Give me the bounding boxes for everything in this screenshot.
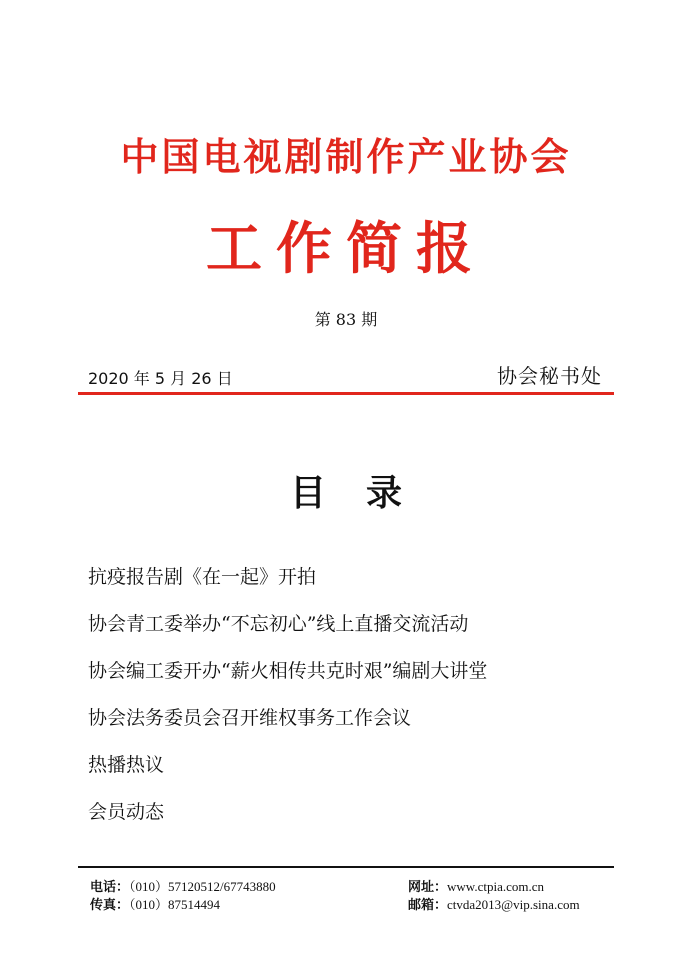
- email-line: [408, 896, 580, 914]
- toc-list: [88, 562, 487, 844]
- phone-label: 电话：: [90, 879, 130, 894]
- footer-online: [408, 878, 580, 914]
- toc-item: 热播热议: [88, 754, 165, 776]
- fax-line: [90, 896, 276, 914]
- toc-heading: [0, 465, 692, 516]
- website-label: 网址：: [408, 879, 448, 894]
- toc-item: 抗疫报告剧《在一起》开拍: [88, 566, 317, 588]
- toc-heading-char: 目: [289, 473, 326, 514]
- toc-heading-char: 录: [366, 473, 403, 514]
- bulletin-title: 工作简报: [206, 217, 486, 282]
- website-link[interactable]: www.ctpia.com.cn: [447, 879, 545, 894]
- phone-number: （010）57120512/67743880: [129, 879, 276, 894]
- publication-date: 2020 年 5 月 26 日: [88, 369, 233, 388]
- fax-number: （010）87514494: [129, 897, 221, 912]
- email-link[interactable]: ctvda2013@vip.sina.com: [447, 897, 580, 912]
- footer-contact: [90, 878, 276, 914]
- fax-label: 传真：: [90, 897, 130, 912]
- footer-divider: [78, 866, 614, 868]
- toc-item: 协会青工委举办“不忘初心”线上直播交流活动: [88, 613, 469, 635]
- header-divider: [78, 392, 614, 395]
- toc-item: 协会编工委开办“薪火相传共克时艰”编剧大讲堂: [88, 660, 488, 682]
- email-label: 邮箱：: [408, 897, 448, 912]
- organization-name: 中国电视剧制作产业协会: [120, 135, 572, 179]
- issuer: 协会秘书处: [497, 364, 602, 388]
- phone-line: [90, 878, 276, 896]
- toc-item: 会员动态: [88, 801, 165, 823]
- issue-number: 第 83 期: [314, 310, 378, 329]
- website-line: [408, 878, 580, 896]
- toc-item: 协会法务委员会召开维权事务工作会议: [88, 707, 412, 729]
